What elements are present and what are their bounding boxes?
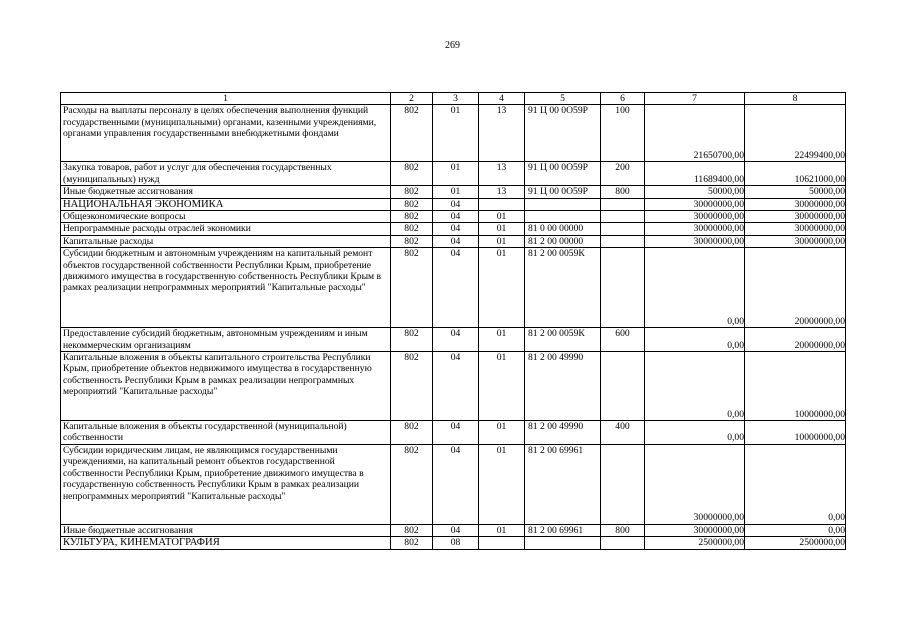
ministry-code-cell: 802	[391, 421, 433, 445]
amount-year1-cell: 30000000,00	[645, 223, 745, 235]
amount-year1-cell: 21650700,00	[645, 105, 745, 162]
amount-year2-cell: 30000000,00	[745, 235, 846, 247]
subsection-code-cell: 01	[479, 421, 525, 445]
table-row	[61, 211, 846, 223]
amount-year2-cell: 30000000,00	[745, 223, 846, 235]
table-row	[61, 421, 846, 445]
ministry-code-cell: 802	[391, 162, 433, 186]
target-article-cell: 81 0 00 00000	[525, 223, 601, 235]
expense-type-cell	[601, 248, 645, 328]
table-row	[61, 235, 846, 247]
expense-type-cell: 400	[601, 421, 645, 445]
amount-year2-cell: 10621000,00	[745, 162, 846, 186]
section-code-cell: 04	[433, 248, 479, 328]
budget-table	[60, 92, 846, 550]
section-code-cell: 01	[433, 105, 479, 162]
expense-type-cell	[601, 223, 645, 235]
ministry-code-cell: 802	[391, 105, 433, 162]
expense-type-cell: 100	[601, 105, 645, 162]
target-article-cell	[525, 211, 601, 223]
amount-year2-cell: 20000000,00	[745, 328, 846, 352]
target-article-cell: 81 2 00 69961	[525, 444, 601, 524]
subsection-code-cell: 13	[479, 162, 525, 186]
amount-year1-cell: 30000000,00	[645, 444, 745, 524]
table-header-row	[61, 93, 846, 105]
column-header: 6	[601, 93, 645, 105]
ministry-code-cell: 802	[391, 444, 433, 524]
row-name-cell: Непрограммные расходы отраслей экономики	[61, 223, 391, 235]
section-code-cell: 04	[433, 352, 479, 421]
amount-year2-cell: 10000000,00	[745, 352, 846, 421]
column-header: 7	[645, 93, 745, 105]
target-article-cell	[525, 537, 601, 549]
expense-type-cell: 800	[601, 186, 645, 198]
ministry-code-cell: 802	[391, 211, 433, 223]
ministry-code-cell: 802	[391, 537, 433, 549]
section-code-cell: 01	[433, 162, 479, 186]
section-code-cell: 01	[433, 186, 479, 198]
section-code-cell: 04	[433, 524, 479, 536]
amount-year2-cell: 0,00	[745, 444, 846, 524]
expense-type-cell: 200	[601, 162, 645, 186]
ministry-code-cell: 802	[391, 352, 433, 421]
amount-year2-cell: 30000000,00	[745, 211, 846, 223]
target-article-cell: 81 2 00 00000	[525, 235, 601, 247]
row-name-cell: Закупка товаров, работ и услуг для обеспечения государственных (муниципальных) нужд	[61, 162, 391, 186]
row-name-cell: Иные бюджетные ассигнования	[61, 524, 391, 536]
subsection-code-cell	[479, 198, 525, 210]
ministry-code-cell: 802	[391, 235, 433, 247]
subsection-code-cell: 01	[479, 235, 525, 247]
amount-year1-cell: 30000000,00	[645, 211, 745, 223]
page-number: 269	[445, 40, 460, 51]
row-name-cell: Расходы на выплаты персоналу в целях обеспечения выполнения функций государственными (муниципальными) органами, казенными учреждениями, органами управления государственными внебюджетными фондами	[61, 105, 391, 162]
section-code-cell: 08	[433, 537, 479, 549]
target-article-cell	[525, 198, 601, 210]
column-header: 8	[745, 93, 846, 105]
target-article-cell: 91 Ц 00 0О59Р	[525, 105, 601, 162]
ministry-code-cell: 802	[391, 248, 433, 328]
expense-type-cell: 800	[601, 524, 645, 536]
row-name-cell: Субсидии юридическим лицам, не являющимся государственными учреждениями, на капитальный ремонт объектов государственной собственности Республики Крым, приобретение движимого имущества в государственную собственность Республики Крым в рамках реализации непрограммных мероприятий "Капитальные расходы"	[61, 444, 391, 524]
table-row	[61, 105, 846, 162]
target-article-cell: 91 Ц 00 0О59Р	[525, 186, 601, 198]
subsection-code-cell: 01	[479, 352, 525, 421]
row-name-cell: Капитальные расходы	[61, 235, 391, 247]
expense-type-cell	[601, 537, 645, 549]
expense-type-cell	[601, 211, 645, 223]
amount-year2-cell: 0,00	[745, 524, 846, 536]
amount-year2-cell: 30000000,00	[745, 198, 846, 210]
amount-year2-cell: 50000,00	[745, 186, 846, 198]
expense-type-cell	[601, 352, 645, 421]
subsection-code-cell: 01	[479, 524, 525, 536]
table-row	[61, 162, 846, 186]
target-article-cell: 81 2 00 49990	[525, 352, 601, 421]
section-code-cell: 04	[433, 421, 479, 445]
table-row	[61, 248, 846, 328]
section-code-cell: 04	[433, 223, 479, 235]
expense-type-cell	[601, 198, 645, 210]
table-row	[61, 444, 846, 524]
amount-year1-cell: 0,00	[645, 352, 745, 421]
row-name-cell: НАЦИОНАЛЬНАЯ ЭКОНОМИКА	[61, 198, 391, 210]
amount-year1-cell: 2500000,00	[645, 537, 745, 549]
subsection-code-cell: 01	[479, 223, 525, 235]
row-name-cell: Предоставление субсидий бюджетным, автономным учреждениям и иным некоммерческим организациям	[61, 328, 391, 352]
subsection-code-cell: 01	[479, 211, 525, 223]
ministry-code-cell: 802	[391, 223, 433, 235]
expense-type-cell	[601, 235, 645, 247]
section-code-cell: 04	[433, 444, 479, 524]
target-article-cell: 81 2 00 69961	[525, 524, 601, 536]
amount-year2-cell: 2500000,00	[745, 537, 846, 549]
subsection-code-cell: 01	[479, 444, 525, 524]
ministry-code-cell: 802	[391, 328, 433, 352]
column-header: 3	[433, 93, 479, 105]
row-name-cell: Иные бюджетные ассигнования	[61, 186, 391, 198]
section-code-cell: 04	[433, 198, 479, 210]
row-name-cell: КУЛЬТУРА, КИНЕМАТОГРАФИЯ	[61, 537, 391, 549]
target-article-cell: 81 2 00 0059К	[525, 328, 601, 352]
row-name-cell: Общеэкономические вопросы	[61, 211, 391, 223]
ministry-code-cell: 802	[391, 524, 433, 536]
column-header: 5	[525, 93, 601, 105]
amount-year1-cell: 50000,00	[645, 186, 745, 198]
section-code-cell: 04	[433, 211, 479, 223]
table-row	[61, 524, 846, 536]
target-article-cell: 91 Ц 00 0О59Р	[525, 162, 601, 186]
section-row	[61, 537, 846, 549]
amount-year2-cell: 20000000,00	[745, 248, 846, 328]
amount-year1-cell: 0,00	[645, 328, 745, 352]
column-header: 4	[479, 93, 525, 105]
amount-year1-cell: 0,00	[645, 248, 745, 328]
column-header: 2	[391, 93, 433, 105]
section-code-cell: 04	[433, 328, 479, 352]
ministry-code-cell: 802	[391, 186, 433, 198]
amount-year1-cell: 0,00	[645, 421, 745, 445]
amount-year1-cell: 30000000,00	[645, 524, 745, 536]
ministry-code-cell: 802	[391, 198, 433, 210]
row-name-cell: Капитальные вложения в объекты государственной (муниципальной) собственности	[61, 421, 391, 445]
section-code-cell: 04	[433, 235, 479, 247]
table-row	[61, 223, 846, 235]
amount-year1-cell: 11689400,00	[645, 162, 745, 186]
table-row	[61, 186, 846, 198]
amount-year2-cell: 22499400,00	[745, 105, 846, 162]
table-row	[61, 328, 846, 352]
subsection-code-cell	[479, 537, 525, 549]
amount-year1-cell: 30000000,00	[645, 198, 745, 210]
subsection-code-cell: 01	[479, 328, 525, 352]
subsection-code-cell: 13	[479, 186, 525, 198]
column-header: 1	[61, 93, 391, 105]
section-row	[61, 198, 846, 210]
target-article-cell: 81 2 00 0059К	[525, 248, 601, 328]
row-name-cell: Капитальные вложения в объекты капитального строительства Республики Крым, приобретение объектов недвижимого имущества в государственную собственность Республики Крым в рамках реализации непрограммных мероприятий "Капитальные расходы"	[61, 352, 391, 421]
amount-year2-cell: 10000000,00	[745, 421, 846, 445]
row-name-cell: Субсидии бюджетным и автономным учреждениям на капитальный ремонт объектов государственной собственности Республики Крым, приобретение движимого имущества в государственную собственность Республики Крым в рамках реализации непрограммных мероприятий "Капитальные расходы"	[61, 248, 391, 328]
target-article-cell: 81 2 00 49990	[525, 421, 601, 445]
expense-type-cell: 600	[601, 328, 645, 352]
table-row	[61, 352, 846, 421]
expense-type-cell	[601, 444, 645, 524]
subsection-code-cell: 01	[479, 248, 525, 328]
amount-year1-cell: 30000000,00	[645, 235, 745, 247]
subsection-code-cell: 13	[479, 105, 525, 162]
